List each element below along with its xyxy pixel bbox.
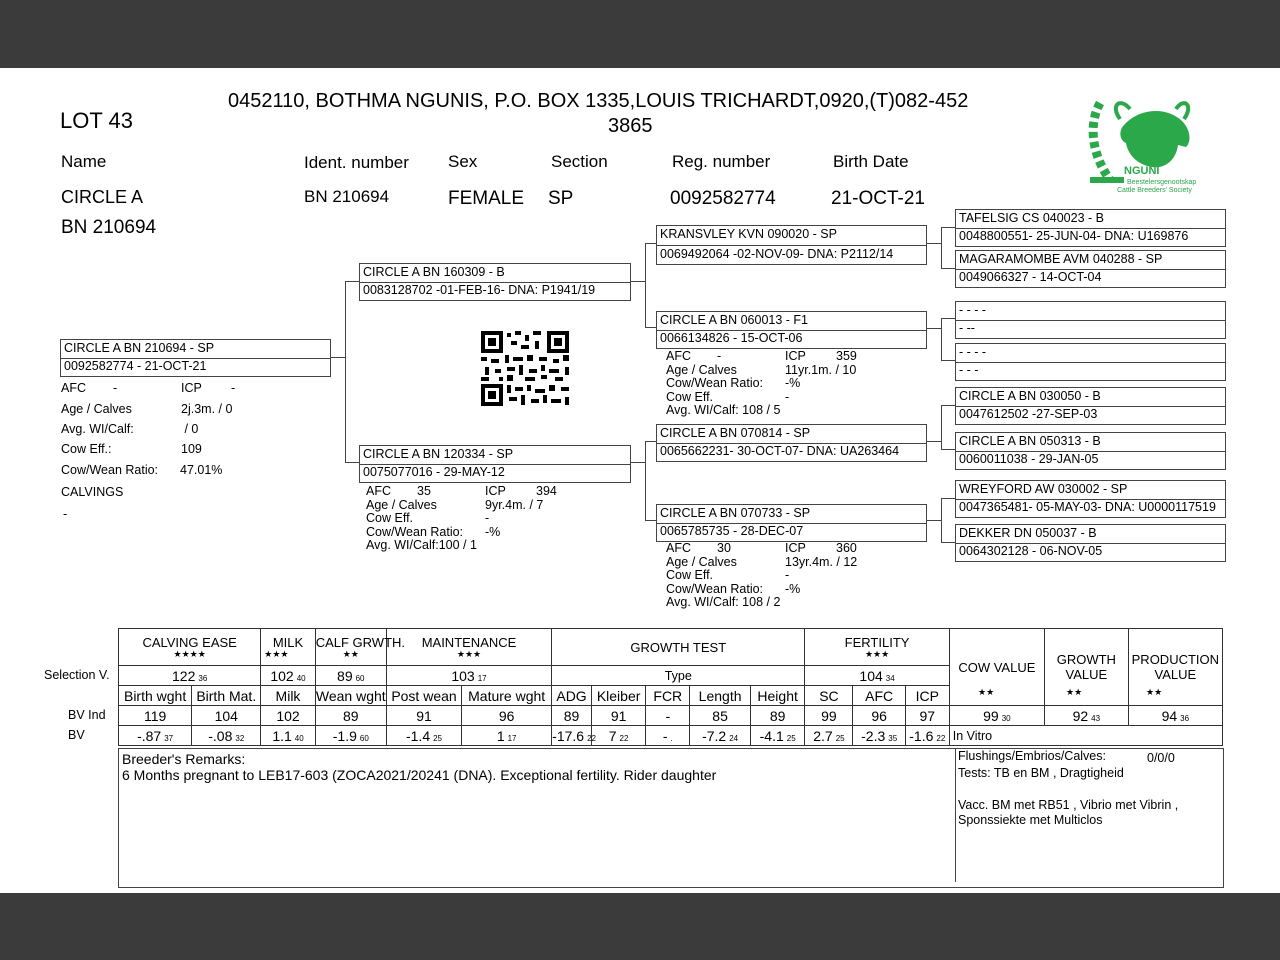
milk-header: MILK ★★★	[261, 629, 315, 666]
dam-info	[366, 485, 616, 553]
dd-icp-label: ICP	[785, 541, 806, 555]
col-adg: ADG	[552, 686, 592, 706]
ancestor-title: TAFELSIG CS 040023 - B	[959, 211, 1104, 225]
sire-sire-box	[656, 225, 927, 265]
ancestor-title: WREYFORD AW 030002 - SP	[959, 482, 1128, 496]
connector-line	[345, 281, 346, 463]
connector-line	[345, 281, 359, 282]
connector-line	[645, 520, 656, 521]
sire-sire-detail: 0069492064 -02-NOV-09- DNA: P2112/14	[660, 247, 894, 261]
connector-line	[941, 318, 955, 319]
bv-ind-cell: 96	[462, 706, 552, 726]
bv-ind-cell: 102	[261, 706, 315, 726]
remarks-divider	[955, 748, 956, 882]
bv-ind-cell: 91	[591, 706, 645, 726]
subject-wi: / 0	[181, 422, 199, 436]
dam-dam-info	[666, 542, 916, 610]
connector-line	[941, 405, 942, 450]
dam-dam-detail: 0065785735 - 28-DEC-07	[660, 524, 804, 538]
animal-reg: 0092582774	[670, 188, 776, 209]
logo-name: NGUNI	[1124, 165, 1160, 177]
connector-line	[645, 243, 656, 244]
sd-cw-label: Cow/Wean Ratio:	[666, 376, 764, 390]
ancestor-box	[955, 432, 1226, 470]
cow-value-bv-ind: 99 30	[949, 706, 1044, 726]
dam-sire-box	[656, 424, 927, 462]
dam-cw-label: Cow/Wean Ratio:	[366, 524, 464, 539]
connector-line	[926, 328, 941, 329]
sd-wi: Avg. WI/Calf: 108 / 5	[666, 403, 781, 417]
connector-line	[941, 227, 942, 269]
growth-value-stars-icon: ★★	[1066, 687, 1083, 697]
bv-ind-cell: 97	[905, 706, 949, 726]
sd-icp: 359	[836, 349, 857, 363]
dd-cw-label: Cow/Wean Ratio:	[666, 581, 764, 596]
ancestor-box	[955, 250, 1226, 288]
bv-cell: -2.3 35	[853, 726, 905, 746]
sire-dam-info	[666, 350, 916, 418]
dam-detail: 0075077016 - 29-MAY-12	[363, 465, 505, 479]
breeder-info-line1: 0452110, BOTHMA NGUNIS, P.O. BOX 1335,LOUIS TRICHARDT,0920,(T)082-452	[228, 90, 969, 112]
ancestor-detail: 0048800551- 25-JUN-04- DNA: U169876	[959, 229, 1189, 243]
col-length: Length	[690, 686, 751, 706]
dd-cw: -%	[785, 581, 801, 596]
bv-cell: -1.4 25	[386, 726, 461, 746]
in-vitro: In Vitro	[949, 726, 1222, 746]
vaccination-line1: Vacc. BM met RB51 , Vibrio met Vibrin ,	[958, 798, 1179, 812]
ancestor-title: DEKKER DN 050037 - B	[959, 526, 1097, 540]
ancestor-title: CIRCLE A BN 030050 - B	[959, 389, 1101, 403]
sire-dam-title: CIRCLE A BN 060013 - F1	[660, 313, 808, 327]
sire-sire-title: KRANSVLEY KVN 090020 - SP	[660, 227, 837, 241]
logo-line1: Beestelersgenootskap	[1127, 179, 1197, 186]
subject-detail: 0092582774 - 21-OCT-21	[64, 359, 207, 373]
cow-value-stars-icon: ★★	[978, 687, 995, 697]
col-wean-wght: Wean wght	[315, 687, 386, 704]
connector-line	[630, 281, 645, 282]
ancestor-box	[955, 524, 1226, 562]
bv-ind-cell: 99	[805, 706, 853, 726]
label-birth: Birth Date	[833, 152, 909, 171]
ancestor-title: - - - -	[959, 303, 987, 317]
ancestor-detail: 0047365481- 05-MAY-03- DNA: U0000117519	[959, 500, 1216, 514]
bv-cell: 1 17	[462, 726, 552, 746]
connector-line	[630, 462, 645, 463]
ancestor-detail: 0060011038 - 29-JAN-05	[959, 452, 1099, 466]
sd-afc: -	[717, 349, 722, 363]
connector-line	[926, 243, 941, 244]
selection-fertility: 104 34	[805, 666, 949, 686]
dam-title: CIRCLE A BN 120334 - SP	[363, 447, 514, 461]
bv-cell: -7.2 24	[690, 726, 751, 746]
animal-name: CIRCLE A	[61, 187, 144, 207]
dd-afc: 30	[717, 541, 731, 555]
ancestor-detail: 0047612502 -27-SEP-03	[959, 407, 1098, 421]
sd-age-label: Age / Calves	[666, 362, 737, 377]
bottom-bar	[0, 893, 1280, 960]
dam-ce: -	[485, 511, 490, 525]
sd-ce-label: Cow Eff.	[666, 389, 714, 404]
sd-afc-label: AFC	[666, 349, 691, 363]
dam-ce-label: Cow Eff.	[366, 511, 414, 525]
sd-ce: -	[785, 389, 790, 404]
calving-ease-header: CALVING EASE ★★★★	[119, 629, 261, 666]
bv-cell: - .	[646, 726, 690, 746]
ancestor-detail: 0049066327 - 14-OCT-04	[959, 270, 1102, 284]
bv-ind-cell: -	[646, 706, 690, 726]
bv-cell: 7 22	[591, 726, 645, 746]
flushings-label: Flushings/Embrios/Calves:	[958, 749, 1106, 763]
bv-label: BV	[68, 728, 85, 742]
vaccination-line2: Sponssiekte met Multiclos	[958, 813, 1103, 827]
selection-milk: 102 40	[261, 666, 315, 686]
bv-cell: -1.9 60	[315, 726, 386, 746]
dd-icp: 360	[836, 541, 857, 555]
ancestor-detail: - --	[959, 321, 975, 335]
col-icp: ICP	[905, 686, 949, 706]
subject-age: 2j.3m. / 0	[181, 402, 233, 416]
subject-cw-label: Cow/Wean Ratio:	[61, 463, 159, 477]
dam-sire-title: CIRCLE A BN 070814 - SP	[660, 426, 811, 440]
remarks-text: 6 Months pregnant to LEB17-603 (ZOCA2021/20241 (DNA). Exceptional fertility. Rider daughter	[122, 767, 717, 783]
connector-line	[941, 449, 955, 450]
dd-ce-label: Cow Eff.	[666, 568, 714, 582]
col-birth-mat: Birth Mat.	[192, 686, 261, 706]
calf-growth-header: CALF GRWTH. ★★	[315, 629, 386, 666]
ancestor-title: - - - -	[959, 345, 987, 359]
col-fcr: FCR	[646, 686, 690, 706]
dam-wi: Avg. WI/Calf:100 / 1	[366, 538, 477, 552]
connector-line	[941, 405, 955, 406]
sd-age: 11yr.1m. / 10	[785, 362, 857, 377]
dam-cw: -%	[485, 524, 501, 539]
sd-cw: -%	[785, 376, 801, 390]
dd-wi: Avg. WI/Calf: 108 / 2	[666, 595, 781, 609]
dam-age-label: Age / Calves	[366, 497, 437, 512]
maintenance-header: MAINTENANCE ★★★	[386, 629, 551, 666]
label-section: Section	[551, 152, 608, 171]
ancestor-box	[955, 480, 1226, 518]
bv-ind-cell: 89	[750, 706, 804, 726]
ancestor-box	[955, 387, 1226, 425]
dd-age-label: Age / Calves	[666, 554, 737, 569]
col-birth-wght: Birth wght	[119, 686, 192, 706]
bv-ind-cell: 89	[315, 706, 386, 726]
connector-line	[345, 462, 359, 463]
subject-animal-box	[60, 339, 331, 377]
subject-age-label: Age / Calves	[61, 402, 132, 416]
bv-ind-cell: 89	[552, 706, 592, 726]
sd-icp-label: ICP	[785, 349, 806, 363]
bv-ind-label: BV Ind	[68, 708, 106, 722]
bv-ind-cell: 85	[690, 706, 751, 726]
bv-ind-cell: 96	[853, 706, 905, 726]
animal-birth: 21-OCT-21	[831, 188, 925, 209]
bv-cell: -1.6 22	[905, 726, 949, 746]
connector-line	[941, 498, 955, 499]
label-reg: Reg. number	[672, 152, 771, 171]
connector-line	[926, 520, 941, 521]
label-sex: Sex	[448, 152, 478, 171]
breeding-values-table	[118, 628, 1223, 746]
bv-cell: -4.1 25	[750, 726, 804, 746]
animal-name-line2: BN 210694	[61, 217, 157, 238]
col-afc: AFC	[853, 686, 905, 706]
col-kleiber: Kleiber	[591, 686, 645, 706]
dam-sire-detail: 0065662231- 30-OCT-07- DNA: UA263464	[660, 444, 900, 458]
production-value-header: PRODUCTION VALUE	[1128, 629, 1222, 706]
selection-calf-growth: 89 60	[315, 666, 386, 686]
ancestor-detail: 0064302128 - 06-NOV-05	[959, 544, 1103, 558]
ancestor-box	[955, 301, 1226, 339]
animal-section: SP	[548, 188, 574, 209]
ancestor-box	[955, 343, 1226, 381]
ancestor-detail: - - -	[959, 363, 979, 377]
selection-maintenance: 103 17	[386, 666, 551, 686]
growth-value-bv-ind: 92 43	[1044, 706, 1128, 726]
subject-icp: -	[231, 381, 236, 395]
bv-cell: -.08 32	[192, 726, 261, 746]
lot-number: LOT 43	[60, 108, 133, 133]
calvings-label: CALVINGS	[61, 485, 124, 499]
nguni-logo	[1080, 95, 1220, 200]
subject-icp-label: ICP	[181, 381, 202, 395]
dam-age: 9yr.4m. / 7	[485, 497, 544, 512]
sire-detail: 0083128702 -01-FEB-16- DNA: P1941/19	[363, 283, 596, 297]
col-sc: SC	[805, 686, 853, 706]
fertility-header: FERTILITY ★★★	[805, 629, 949, 666]
subject-cw: 47.01%	[180, 463, 223, 477]
sire-box	[359, 263, 631, 301]
cow-value-header: COW VALUE	[949, 629, 1044, 706]
subject-ce: 109	[181, 442, 202, 456]
bv-ind-cell: 104	[192, 706, 261, 726]
subject-title: CIRCLE A BN 210694 - SP	[64, 341, 215, 355]
selection-type: Type	[552, 666, 805, 686]
sire-dam-detail: 0066134826 - 15-OCT-06	[660, 331, 803, 345]
col-milk: Milk	[261, 686, 315, 706]
bv-cell: 2.7 25	[805, 726, 853, 746]
growth-value-header: GROWTH VALUE	[1044, 629, 1128, 706]
dam-dam-box	[656, 504, 927, 542]
connector-line	[645, 441, 646, 521]
col-post-wean: Post wean	[386, 686, 461, 706]
label-ident: Ident. number	[304, 153, 409, 172]
dam-box	[359, 445, 631, 483]
growth-test-header: GROWTH TEST	[552, 629, 805, 666]
connector-line	[941, 498, 942, 543]
qr-code-icon	[481, 331, 571, 407]
remarks-label: Breeder's Remarks:	[122, 751, 246, 767]
dam-dam-title: CIRCLE A BN 070733 - SP	[660, 506, 811, 520]
top-bar	[0, 0, 1280, 68]
dam-icp: 394	[536, 484, 557, 498]
bv-ind-cell: 91	[386, 706, 461, 726]
connector-line	[941, 227, 955, 228]
tests-text: Tests: TB en BM , Dragtigheid	[958, 766, 1124, 780]
col-height: Height	[750, 686, 804, 706]
animal-sex: FEMALE	[448, 188, 525, 209]
flushings-value: 0/0/0	[1147, 751, 1175, 765]
connector-line	[645, 327, 656, 328]
subject-afc: -	[113, 381, 118, 395]
subject-afc-label: AFC	[61, 381, 86, 395]
selection-calving-ease: 122 36	[119, 666, 261, 686]
connector-line	[645, 441, 656, 442]
subject-ce-label: Cow Eff.:	[61, 442, 112, 456]
connector-line	[926, 441, 941, 442]
col-mature-wght: Mature wght	[462, 686, 552, 706]
connector-line	[941, 542, 955, 543]
bv-cell: 1.1 40	[261, 726, 315, 746]
sire-dam-box	[656, 311, 927, 349]
dam-afc-label: AFC	[366, 484, 391, 498]
dd-ce: -	[785, 568, 790, 582]
calvings-value: -	[63, 507, 68, 521]
animal-ident: BN 210694	[304, 187, 390, 206]
ancestor-title: MAGARAMOMBE AVM 040288 - SP	[959, 252, 1163, 266]
sire-title: CIRCLE A BN 160309 - B	[363, 265, 505, 279]
connector-line	[941, 318, 942, 361]
bv-ind-cell: 119	[119, 706, 192, 726]
logo-line2: Cattle Breeders' Society	[1117, 187, 1192, 194]
dd-age: 13yr.4m. / 12	[785, 554, 858, 569]
subject-wi-label: Avg. WI/Calf:	[61, 422, 134, 436]
production-value-stars-icon: ★★	[1146, 687, 1163, 697]
ancestor-box	[955, 209, 1226, 247]
connector-line	[941, 360, 955, 361]
breeder-info-line2: 3865	[608, 115, 653, 137]
dam-afc: 35	[417, 484, 431, 498]
bv-cell: -.87 37	[119, 726, 192, 746]
dd-afc-label: AFC	[666, 541, 691, 555]
connector-line	[330, 357, 345, 358]
connector-line	[941, 268, 955, 269]
selection-label: Selection V.	[44, 668, 110, 682]
label-name: Name	[61, 152, 107, 171]
bv-cell: -17.6 22	[552, 727, 596, 744]
dam-icp-label: ICP	[485, 484, 506, 498]
connector-line	[645, 243, 646, 328]
ancestor-title: CIRCLE A BN 050313 - B	[959, 434, 1101, 448]
production-value-bv-ind: 94 36	[1128, 706, 1222, 726]
